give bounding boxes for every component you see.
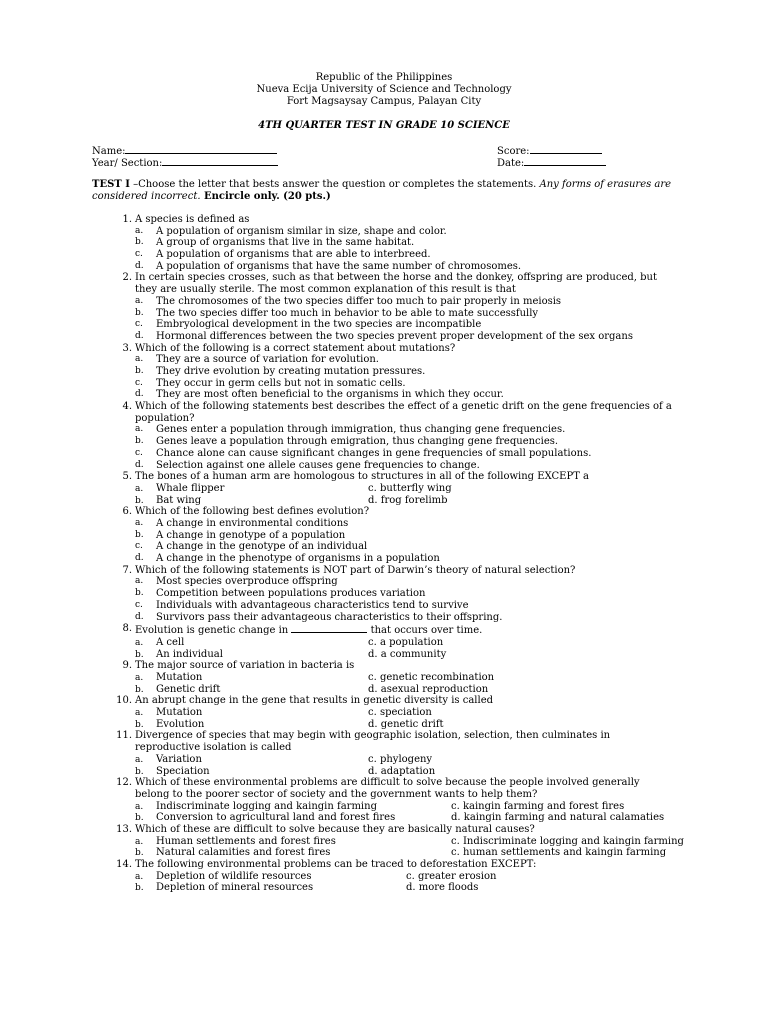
answer-option[interactable]: c. human settlements and kaingin farming	[451, 847, 667, 859]
answer-option[interactable]	[135, 530, 672, 542]
option-letter: b.	[135, 848, 144, 859]
option-text: Mutation	[156, 707, 203, 719]
option-text: Indiscriminate logging and kaingin farming	[156, 800, 377, 812]
option-text: Most species overproduce offspring	[156, 576, 338, 588]
exam-title: 4TH QUARTER TEST IN GRADE 10 SCIENCE	[258, 120, 510, 131]
question-5	[92, 471, 672, 506]
option-letter: a.	[135, 708, 144, 719]
option-text: A population of organisms that have the same number of chromosomes.	[156, 260, 522, 272]
question-stem: Which of the following statements is NOT part of Darwin’s theory of natural selection?	[135, 564, 576, 576]
answer-option[interactable]	[135, 378, 672, 390]
answer-option[interactable]	[135, 308, 672, 320]
option-letter: d.	[135, 330, 144, 341]
answer-option[interactable]	[135, 518, 672, 530]
answer-option[interactable]	[135, 296, 672, 308]
answer-option-row	[135, 871, 672, 883]
answer-option[interactable]: c. kaingin farming and forest fires	[451, 800, 625, 812]
option-letter: a.	[135, 801, 144, 812]
question-3	[92, 343, 672, 401]
answer-option[interactable]: d. a community	[368, 648, 447, 660]
answer-option-row	[135, 719, 672, 731]
question-stem: Which of the following best defines evolution?	[135, 506, 370, 518]
answer-option[interactable]: c. genetic recombination	[368, 671, 495, 683]
option-text: A change in the phenotype of organisms in a population	[156, 553, 440, 565]
option-letter: b.	[135, 366, 144, 376]
answer-option[interactable]	[135, 249, 672, 261]
option-text: A population of organism similar in size, shape and color.	[156, 225, 447, 237]
option-letter: c.	[135, 447, 143, 458]
instructions-text: Choose the letter that bests answer the question or completes the statements.	[138, 179, 540, 190]
option-text: Variation	[156, 753, 202, 765]
option-letter: b.	[135, 237, 144, 248]
answer-option-row	[135, 882, 672, 894]
answer-option[interactable]	[135, 553, 672, 565]
option-text: A population of organisms that are able to interbreed.	[156, 249, 431, 261]
question-list	[92, 214, 684, 894]
question-stem: Which of the following statements best describes the effect of a genetic drift on the gene frequencies of a population?	[135, 401, 672, 424]
question-13	[92, 824, 684, 859]
option-letter: c.	[135, 599, 143, 610]
question-11	[92, 730, 672, 777]
answer-blank	[291, 623, 367, 633]
answer-option[interactable]	[135, 448, 672, 460]
option-letter: c.	[135, 249, 143, 260]
answer-option-row	[135, 637, 672, 649]
option-letter: b.	[135, 436, 144, 447]
date-blank[interactable]	[524, 156, 606, 166]
header-country: Republic of the Philippines	[315, 72, 453, 83]
option-letter: b.	[135, 719, 144, 730]
answer-option[interactable]: c. butterfly wing	[368, 482, 452, 494]
question-stem: Which of these are difficult to solve because they are basically natural causes?	[135, 824, 535, 835]
question-stem: Which of these environmental problems are difficult to solve because the people involved generally belong to the poorer sector of society and the government wants to help them?	[135, 777, 640, 800]
question-9	[92, 660, 672, 695]
header-campus: Fort Magsaysay Campus, Palayan City	[286, 96, 482, 107]
instructions-italic: Any forms of erasures are considered incorrect.	[92, 179, 672, 202]
year-section-blank[interactable]	[162, 156, 278, 166]
option-letter: d.	[135, 389, 144, 400]
option-letter: a.	[135, 518, 144, 528]
answer-option[interactable]: c. a population	[368, 636, 444, 648]
name-blank[interactable]	[125, 144, 277, 154]
question-1	[92, 214, 672, 272]
score-blank[interactable]	[530, 144, 602, 154]
question-number: 1.	[122, 214, 132, 225]
option-letter: a.	[135, 672, 144, 683]
option-text: Selection against one allele causes gene frequencies to change.	[156, 459, 480, 471]
question-stem: A species is defined as	[135, 214, 250, 225]
question-number: 10.	[116, 695, 132, 707]
option-text: Genetic drift	[156, 683, 221, 695]
answer-option-row	[135, 495, 672, 507]
answer-option[interactable]: d. adaptation	[368, 765, 436, 777]
option-letter: c.	[135, 319, 143, 330]
answer-option[interactable]	[135, 576, 672, 588]
question-12	[92, 777, 672, 824]
option-letter: b.	[135, 495, 144, 506]
option-text: They are most often beneficial to the organisms in which they occur.	[156, 389, 504, 401]
option-text: A change in genotype of a population	[156, 529, 346, 541]
answer-option[interactable]: c. Indiscriminate logging and kaingin farming	[451, 835, 684, 847]
name-label: Name:	[92, 146, 126, 157]
option-letter: a.	[135, 225, 144, 236]
answer-option[interactable]	[135, 354, 672, 366]
option-letter: c.	[135, 377, 143, 388]
question-10	[92, 695, 672, 730]
question-14	[92, 859, 672, 894]
option-text: Chance alone can cause significant changes in gene frequencies of small populations.	[156, 447, 592, 459]
option-letter: b.	[135, 813, 144, 824]
option-letter: a.	[135, 754, 144, 765]
option-text: Embryological development in the two species are incompatible	[156, 319, 482, 331]
option-text: Human settlements and forest fires	[156, 835, 336, 847]
answer-option[interactable]	[135, 319, 672, 331]
option-letter: a.	[135, 295, 144, 306]
option-text: Speciation	[156, 765, 210, 777]
question-number: 7.	[122, 564, 132, 576]
option-text: The two species differ too much in behavior to be able to mate successfully	[156, 307, 539, 319]
option-text: Whale flipper	[156, 482, 225, 494]
question-8	[92, 623, 672, 660]
answer-option[interactable]	[135, 588, 672, 600]
option-letter: b.	[135, 883, 144, 894]
option-text: Bat wing	[156, 494, 202, 506]
answer-option-row	[135, 766, 672, 778]
year-section-label: Year/ Section:	[92, 158, 163, 169]
question-number: 6.	[122, 506, 132, 518]
option-letter: b.	[135, 684, 144, 695]
test-label: TEST I	[92, 179, 130, 190]
answer-option-row	[135, 754, 672, 766]
question-number: 4.	[122, 401, 132, 413]
question-stem: The following environmental problems can be traced to deforestation EXCEPT:	[135, 859, 537, 871]
option-text: Depletion of mineral resources	[156, 882, 314, 894]
option-text: A change in the genotype of an individual	[156, 541, 368, 553]
option-text: They drive evolution by creating mutation pressures.	[156, 366, 426, 377]
answer-option[interactable]: d. frog forelimb	[368, 494, 448, 506]
question-number: 12.	[116, 777, 132, 789]
date-field[interactable]	[497, 156, 606, 170]
answer-option[interactable]	[135, 261, 672, 273]
answer-option[interactable]: d. kaingin farming and natural calamaties	[451, 812, 665, 824]
option-letter: a.	[135, 424, 144, 435]
question-number: 9.	[122, 660, 132, 672]
option-text: Competition between populations produces variation	[156, 588, 426, 600]
option-letter: a.	[135, 836, 144, 847]
option-letter: a.	[135, 871, 144, 882]
option-letter: a.	[135, 576, 144, 587]
option-letter: d.	[135, 553, 144, 564]
option-letter: d.	[135, 459, 144, 470]
answer-option[interactable]	[135, 541, 672, 553]
answer-option[interactable]: d. more floods	[406, 882, 479, 894]
question-number: 11.	[116, 730, 132, 742]
instructions-bold: Encircle only	[200, 190, 277, 202]
question-number: 2.	[122, 272, 132, 284]
answer-option-row	[135, 847, 672, 859]
question-stem: In certain species crosses, such as that between the horse and the donkey, offspring are produced, but they are usually sterile. The most common explanation of this result is that	[135, 272, 658, 296]
option-letter: a.	[135, 354, 144, 365]
option-text: The chromosomes of the two species differ too much to pair properly in meiosis	[156, 295, 562, 307]
option-text: Mutation	[156, 671, 203, 683]
option-text: A cell	[156, 636, 185, 648]
answer-option[interactable]: c. speciation	[368, 707, 432, 719]
option-text: Hormonal differences between the two species prevent proper development of the sex organs	[156, 330, 633, 342]
answer-option[interactable]	[135, 424, 672, 436]
option-text: A group of organisms that live in the same habitat.	[156, 237, 415, 249]
test-instructions: TEST I –Choose the letter that bests answer the question or completes the statements. Any forms of erasures are considered incorrect. Encircle only. (20 pts.)	[92, 179, 672, 202]
answer-option[interactable]	[135, 389, 672, 401]
option-text: An individual	[156, 648, 223, 660]
answer-option-row	[135, 812, 672, 824]
option-text: Genes enter a population through immigration, thus changing gene frequencies.	[156, 424, 566, 436]
answer-option[interactable]	[135, 237, 672, 249]
option-letter: b.	[135, 588, 144, 599]
option-letter: b.	[135, 766, 144, 777]
date-label: Date:	[497, 158, 525, 169]
answer-option-row	[135, 707, 672, 719]
question-7	[92, 565, 672, 623]
answer-option[interactable]	[135, 612, 672, 624]
option-text: Survivors pass their advantageous characteristics to their offspring.	[156, 611, 503, 623]
question-stem: An abrupt change in the gene that results in genetic diversity is called	[135, 695, 494, 707]
option-letter: a.	[135, 483, 144, 494]
question-2	[92, 272, 672, 342]
option-text: They occur in germ cells but not in somatic cells.	[156, 377, 406, 389]
answer-option-row	[135, 835, 684, 848]
answer-option[interactable]: d. asexual reproduction	[368, 683, 489, 695]
question-stem: The major source of variation in bacteria is	[135, 660, 355, 672]
answer-option[interactable]: d. genetic drift	[368, 718, 444, 730]
answer-option[interactable]: c. phylogeny	[368, 753, 433, 765]
answer-option[interactable]	[135, 226, 672, 238]
option-letter: b.	[135, 307, 144, 318]
answer-option[interactable]	[135, 600, 672, 612]
score-label: Score:	[497, 146, 530, 157]
question-stem: Divergence of species that may begin with geographic isolation, selection, then culminates in reproductive isolation is called	[135, 730, 611, 754]
question-number: 8.	[122, 623, 132, 635]
option-letter: d.	[135, 260, 144, 271]
question-6	[92, 506, 672, 564]
option-letter: c.	[135, 541, 143, 552]
option-text: Conversion to agricultural land and forest fires	[156, 812, 396, 824]
option-text: Natural calamities and forest fires	[156, 847, 331, 859]
option-text: Depletion of wildlife resources	[156, 870, 312, 882]
question-stem: Which of the following is a correct statement about mutations?	[135, 342, 456, 354]
option-text: They are a source of variation for evolution.	[156, 354, 379, 366]
answer-option[interactable]	[135, 882, 313, 895]
option-letter: a.	[135, 637, 144, 648]
question-stem: Evolution is genetic change in that occurs over time.	[135, 625, 483, 637]
option-letter: d.	[135, 611, 144, 622]
option-text: A change in environmental conditions	[156, 518, 349, 529]
answer-option-row	[135, 649, 672, 661]
question-4	[92, 401, 672, 471]
answer-option-row	[135, 801, 672, 813]
answer-option-row	[135, 684, 672, 696]
answer-option[interactable]	[135, 366, 672, 378]
answer-option-row	[135, 672, 672, 684]
question-stem: The bones of a human arm are homologous to structures in all of the following EXCEPT a	[135, 471, 589, 483]
option-text: Genes leave a population through emigration, thus changing gene frequencies.	[156, 436, 559, 448]
year-section-field[interactable]	[92, 156, 278, 170]
option-text: Evolution	[156, 718, 205, 730]
answer-option[interactable]	[135, 331, 672, 343]
option-letter: b.	[135, 649, 144, 660]
answer-option[interactable]	[135, 460, 672, 472]
answer-option-row	[135, 483, 672, 495]
question-number: 13.	[116, 824, 132, 835]
question-number: 5.	[122, 471, 132, 483]
header-university: Nueva Ecija University of Science and Technology	[256, 84, 512, 95]
answer-option[interactable]: c. greater erosion	[406, 870, 497, 882]
option-text: Individuals with advantageous characteristics tend to survive	[156, 599, 469, 611]
question-number: 14.	[116, 859, 132, 871]
answer-option[interactable]	[135, 436, 672, 448]
question-number: 3.	[122, 342, 132, 354]
option-letter: b.	[135, 529, 144, 540]
